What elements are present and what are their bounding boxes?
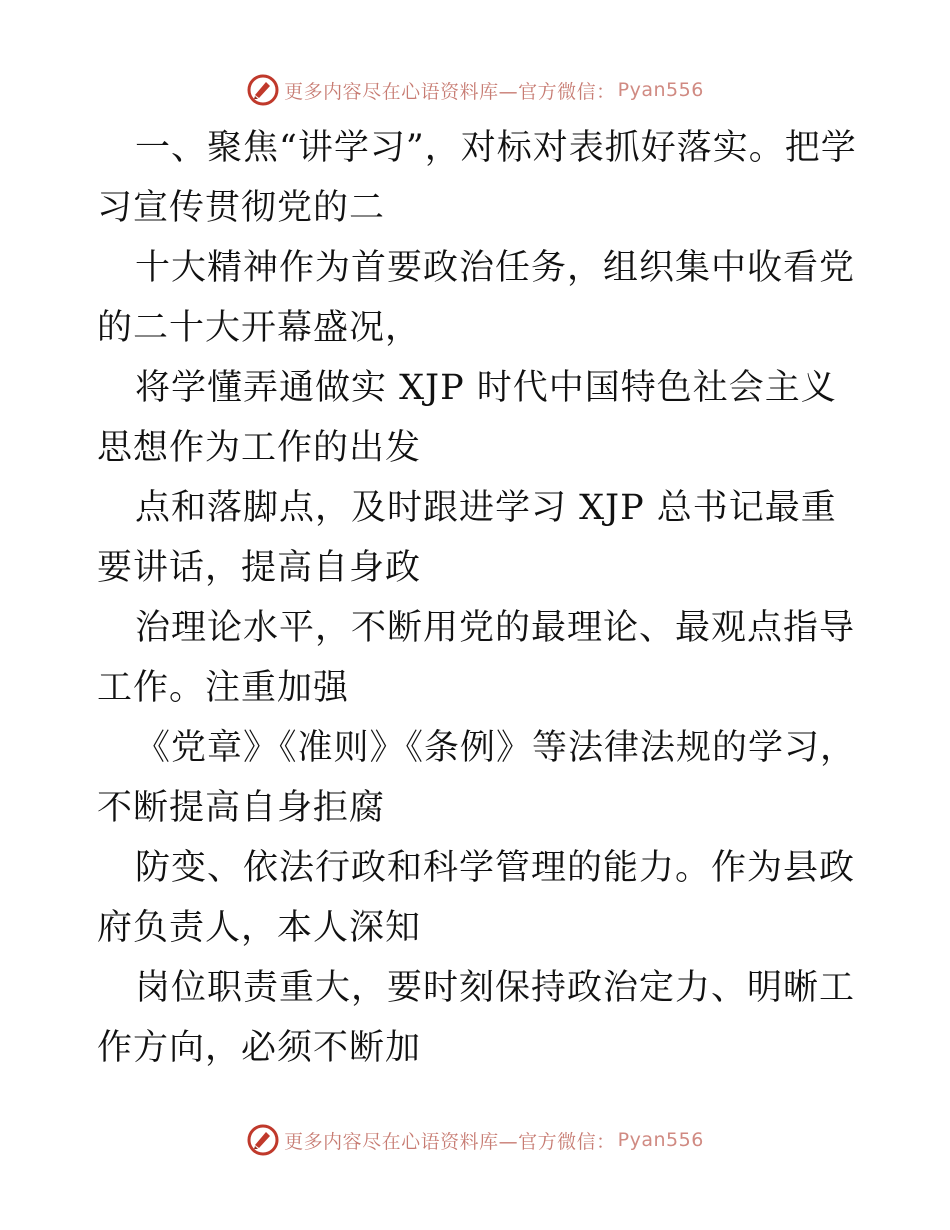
paragraph: 十大精神作为首要政治任务，组织集中收看党的二十大开幕盛况， bbox=[97, 248, 856, 348]
watermark-wechat-id: Pyan556 bbox=[617, 79, 704, 101]
paragraph: 岗位职责重大，要时刻保持政治定力、明晰工作方向，必须不断加 bbox=[97, 968, 856, 1068]
paragraph: 将学懂弄通做实 XJP 时代中国特色社会主义思想作为工作的出发 bbox=[97, 368, 837, 468]
brand-logo-icon bbox=[246, 1123, 280, 1157]
paragraph: 《党章》《准则》《条例》等法律法规的学习，不断提高自身拒腐 bbox=[97, 728, 857, 828]
footer-watermark bbox=[0, 1120, 950, 1160]
paragraph: 点和落脚点，及时跟进学习 XJP 总书记最重要讲话，提高自身政 bbox=[97, 488, 837, 588]
paragraph: 一、聚焦“讲学习”，对标对表抓好落实。把学习宣传贯彻党的二 bbox=[97, 128, 857, 228]
watermark-brand-text: 更多内容尽在心语资料库—官方微信： bbox=[284, 80, 616, 103]
brand-logo-icon bbox=[246, 73, 280, 107]
watermark-brand-text: 更多内容尽在心语资料库—官方微信： bbox=[284, 1130, 616, 1153]
header-watermark bbox=[0, 70, 950, 110]
document-body bbox=[97, 118, 857, 1078]
paragraph: 防变、依法行政和科学管理的能力。作为县政府负责人，本人深知 bbox=[97, 848, 856, 948]
paragraph: 治理论水平，不断用党的最理论、最观点指导工作。注重加强 bbox=[97, 608, 856, 708]
watermark-wechat-id: Pyan556 bbox=[617, 1129, 704, 1151]
